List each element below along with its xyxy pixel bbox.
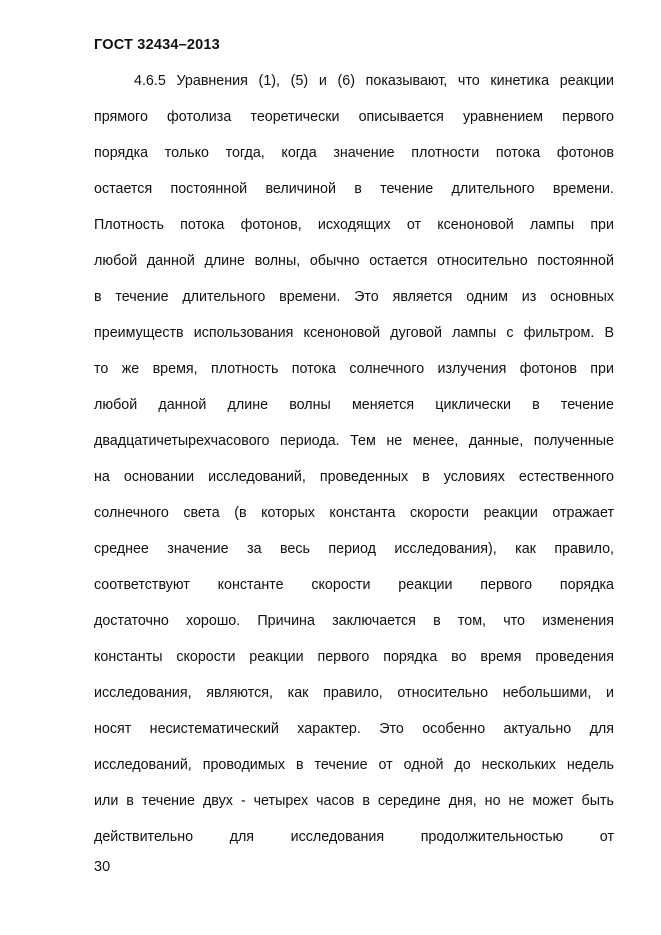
text-line: любой данной длине волны, обычно остается относительно постоянной — [94, 253, 614, 269]
text-line: действительно для исследования продолжительностью от — [94, 829, 614, 845]
text-line: исследований, проводимых в течение от одной до нескольких недель — [94, 757, 614, 773]
text-line: соответствуют константе скорости реакции первого порядка — [94, 577, 614, 593]
text-line: прямого фотолиза теоретически описывается уравнением первого — [94, 109, 614, 125]
paragraph — [94, 70, 614, 862]
text-line: исследования, являются, как правило, относительно небольшими, и — [94, 685, 614, 701]
text-line: или в течение двух - четырех часов в середине дня, но не может быть — [94, 793, 614, 809]
text-line: солнечного света (в которых константа скорости реакции отражает — [94, 505, 614, 521]
text-line: носят несистематический характер. Это особенно актуально для — [94, 721, 614, 737]
text-line: любой данной длине волны меняется циклически в течение — [94, 397, 614, 413]
text-line: преимуществ использования ксеноновой дуговой лампы с фильтром. В — [94, 325, 614, 341]
text-line: 4.6.5 Уравнения (1), (5) и (6) показывают, что кинетика реакции — [134, 73, 614, 89]
text-line: двадцатичетырехчасового периода. Тем не менее, данные, полученные — [94, 433, 614, 449]
text-line: константы скорости реакции первого порядка во время проведения — [94, 649, 614, 665]
document-header: ГОСТ 32434–2013 — [94, 37, 220, 53]
text-line: на основании исследований, проведенных в условиях естественного — [94, 469, 614, 485]
text-line: среднее значение за весь период исследования), как правило, — [94, 541, 614, 557]
text-line: то же время, плотность потока солнечного излучения фотонов при — [94, 361, 614, 377]
text-line: Плотность потока фотонов, исходящих от ксеноновой лампы при — [94, 217, 614, 233]
page-number: 30 — [94, 859, 111, 875]
text-line: порядка только тогда, когда значение плотности потока фотонов — [94, 145, 614, 161]
text-line: достаточно хорошо. Причина заключается в том, что изменения — [94, 613, 614, 629]
text-line: в течение длительного времени. Это является одним из основных — [94, 289, 614, 305]
text-line: остается постоянной величиной в течение длительного времени. — [94, 181, 614, 197]
